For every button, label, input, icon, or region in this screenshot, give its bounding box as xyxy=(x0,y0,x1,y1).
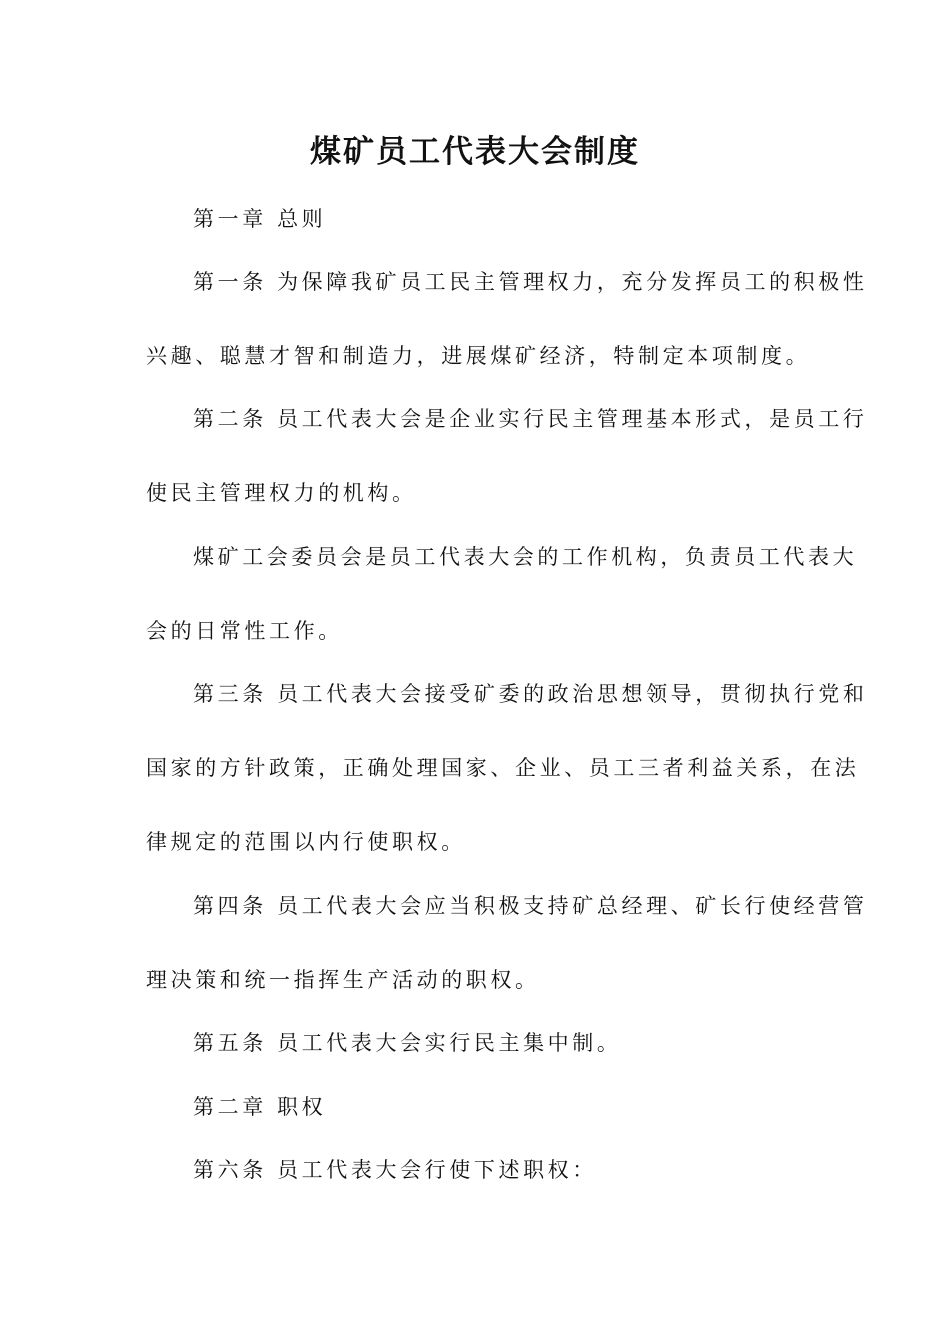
article-line: 律规定的范围以内行使职权。 xyxy=(146,830,466,854)
article-line: 煤矿工会委员会是员工代表大会的工作机构，负责员工代表大 xyxy=(193,545,858,569)
article-line: 使民主管理权力的机构。 xyxy=(146,481,417,505)
chapter-heading: 第二章 职权 xyxy=(193,1095,327,1119)
article-line: 会的日常性工作。 xyxy=(146,619,343,643)
article-line: 第三条 员工代表大会接受矿委的政治思想领导，贯彻执行党和 xyxy=(193,682,868,706)
article-line: 国家的方针政策，正确处理国家、企业、员工三者利益关系，在法 xyxy=(146,756,860,780)
document-title: 煤矿员工代表大会制度 xyxy=(310,134,640,170)
article-line: 第四条 员工代表大会应当积极支持矿总经理、矿长行使经营管 xyxy=(193,894,868,918)
article-line: 第二条 员工代表大会是企业实行民主管理基本形式，是员工行 xyxy=(193,407,868,431)
chapter-heading: 第一章 总则 xyxy=(193,207,327,231)
article-line: 理决策和统一指挥生产活动的职权。 xyxy=(146,968,540,992)
article-line: 第一条 为保障我矿员工民主管理权力，充分发挥员工的积极性 xyxy=(193,270,868,294)
article-line: 兴趣、聪慧才智和制造力，进展煤矿经济，特制定本项制度。 xyxy=(146,344,811,368)
article-line: 第六条 员工代表大会行使下述职权： xyxy=(193,1158,597,1182)
article-line: 第五条 员工代表大会实行民主集中制。 xyxy=(193,1031,622,1055)
